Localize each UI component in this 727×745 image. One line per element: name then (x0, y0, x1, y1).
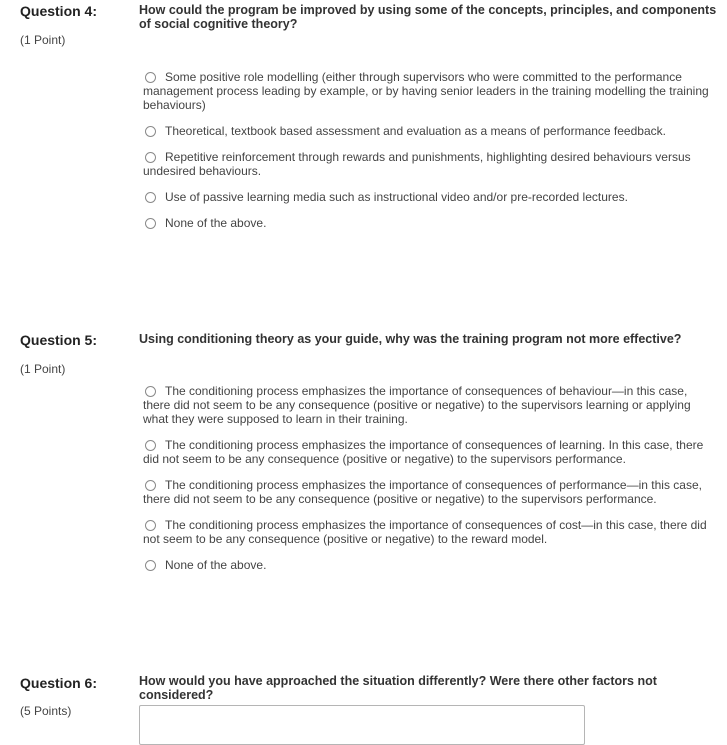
question-4-number: Question 4: (20, 3, 98, 19)
radio-button[interactable] (145, 440, 156, 451)
radio-button[interactable] (145, 192, 156, 203)
question-6-number: Question 6: (20, 675, 98, 691)
question-5-option-2[interactable] (143, 438, 713, 466)
radio-button[interactable] (145, 218, 156, 229)
question-6-text: How would you have approached the situation differently? Were there other factors not considered? (139, 674, 657, 702)
question-4-option-4[interactable] (143, 190, 713, 204)
radio-button[interactable] (145, 520, 156, 531)
question-4-option-1[interactable] (143, 70, 713, 112)
question-6-answer-textarea[interactable] (139, 705, 585, 745)
radio-button[interactable] (145, 480, 156, 491)
option-label: The conditioning process emphasizes the importance of consequences of cost—in this case, there did not seem to be any consequence (positive or negative) to the reward model. (143, 518, 707, 546)
option-label: Theoretical, textbook based assessment and evaluation as a means of performance feedback. (165, 124, 666, 138)
question-5-points: (1 Point) (20, 362, 66, 376)
question-4-option-3[interactable] (143, 150, 713, 178)
radio-button[interactable] (145, 126, 156, 137)
radio-button[interactable] (145, 152, 156, 163)
question-4-option-2[interactable] (143, 124, 713, 138)
option-label: Repetitive reinforcement through rewards and punishments, highlighting desired behaviours versus undesired behaviours. (143, 150, 691, 178)
question-5-option-3[interactable] (143, 478, 713, 506)
option-label: The conditioning process emphasizes the importance of consequences of learning. In this case, there did not seem to be any consequence (positive or negative) to the supervisors performance. (143, 438, 704, 466)
radio-button[interactable] (145, 72, 156, 83)
question-6-points: (5 Points) (20, 704, 72, 718)
question-5-option-4[interactable] (143, 518, 713, 546)
radio-button[interactable] (145, 386, 156, 397)
question-5-number: Question 5: (20, 332, 98, 348)
option-label: The conditioning process emphasizes the importance of consequences of behaviour—in this case, there did not seem to be any consequence (positive or negative) to the supervisors learning or applying what they were supposed to learn in their training. (143, 384, 691, 426)
radio-button[interactable] (145, 560, 156, 571)
option-label: Use of passive learning media such as instructional video and/or pre-recorded lectures. (165, 190, 628, 204)
option-label: None of the above. (165, 216, 267, 230)
question-4-points: (1 Point) (20, 33, 66, 47)
question-5-option-1[interactable] (143, 384, 713, 426)
question-5-option-5[interactable] (143, 558, 713, 572)
option-label: None of the above. (165, 558, 267, 572)
question-4-text: How could the program be improved by using some of the concepts, principles, and components of social cognitive theory? (139, 3, 717, 31)
question-4-option-5[interactable] (143, 216, 713, 230)
question-5-text: Using conditioning theory as your guide, why was the training program not more effective? (139, 332, 682, 346)
option-label: The conditioning process emphasizes the importance of consequences of performance—in this case, there did not seem to be any consequence (positive or negative) to the supervisors performance. (143, 478, 702, 506)
option-label: Some positive role modelling (either through supervisors who were committed to the performance management process leading by example, or by having senior leaders in the training modelling the training behaviours) (143, 70, 709, 112)
